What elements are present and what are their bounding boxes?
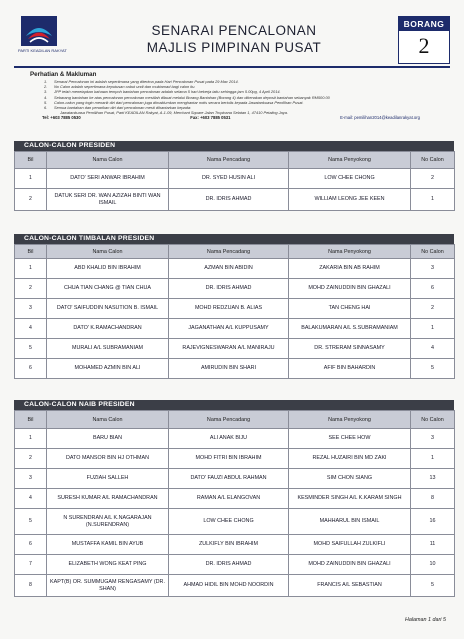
title-line-1: SENARAI PENCALONAN xyxy=(151,23,317,38)
cell-penyokong: KESMINDER SINGH A/L K.KARAM SINGH xyxy=(289,489,411,509)
cell-calon: DATO MANSOR BIN HJ OTHMAN xyxy=(47,449,169,469)
cell-bil: 6 xyxy=(15,535,47,555)
header-bil: Bil xyxy=(15,152,47,169)
document-title xyxy=(14,22,454,56)
cell-calon: CHUA TIAN CHANG @ TIAN CHUA xyxy=(47,279,169,299)
cell-bil: 3 xyxy=(15,469,47,489)
note-text: JPP telah menetapkan bahawa tempoh bantahan pencalonan adalah selama 5 hari bekerja iaitu sehingga jam 5.00pg, 4 April 2014. xyxy=(54,89,281,95)
cell-penyokong: WILLIAM LEONG JEE KEEN xyxy=(289,189,411,211)
table-row xyxy=(15,299,455,319)
table-row xyxy=(15,359,455,379)
cell-no-calon: 16 xyxy=(411,509,455,535)
cell-no-calon: 6 xyxy=(411,279,455,299)
cell-bil: 2 xyxy=(15,449,47,469)
cell-pencadang: RAJEVIGNESWARAN A/L MANIRAJU xyxy=(169,339,289,359)
cell-penyokong: DR. STRERAM SINNASAMY xyxy=(289,339,411,359)
cell-no-calon: 2 xyxy=(411,299,455,319)
borang-label: BORANG xyxy=(399,17,449,31)
cell-bil: 5 xyxy=(15,339,47,359)
table-header-row xyxy=(15,152,455,169)
note-text: Senarai Pencalonan ini adalah sepertimana yang diterima pada Hari Pencalonan Pusat pada 29 Mac 2014. xyxy=(54,79,239,84)
cell-bil: 8 xyxy=(15,575,47,597)
cell-pencadang: RAMAN A/L ELANGOVAN xyxy=(169,489,289,509)
cell-penyokong: SIM CHON SIANG xyxy=(289,469,411,489)
header-no-calon: No Calon xyxy=(411,152,455,169)
cell-pencadang: AHMAD HIDIL BIN MOHD NOORDIN xyxy=(169,575,289,597)
cell-pencadang: LOW CHEE CHONG xyxy=(169,509,289,535)
cell-bil: 1 xyxy=(15,169,47,189)
table-row xyxy=(15,535,455,555)
cell-pencadang: MOHD FITRI BIN IBRAHIM xyxy=(169,449,289,469)
cell-bil: 1 xyxy=(15,429,47,449)
cell-penyokong: MAHHARUL BIN ISMAIL xyxy=(289,509,411,535)
cell-calon: MUSTAFFA KAMIL BIN AYUB xyxy=(47,535,169,555)
cell-penyokong: TAN CHENG HAI xyxy=(289,299,411,319)
table-row xyxy=(15,429,455,449)
note-number: 1. xyxy=(44,79,48,84)
cell-penyokong: LOW CHEE CHONG xyxy=(289,169,411,189)
cell-penyokong: SEE CHEE HOW xyxy=(289,429,411,449)
header-no-calon: No Calon xyxy=(411,411,455,429)
header-bil: Bil xyxy=(15,411,47,429)
cell-pencadang: DR. SYED HUSIN ALI xyxy=(169,169,289,189)
cell-penyokong: MOHD ZAINUDDIN BIN GHAZALI xyxy=(289,555,411,575)
cell-pencadang: DATO' FAUZI ABDUL RAHMAN xyxy=(169,469,289,489)
section-title: CALON-CALON TIMBALAN PRESIDEN xyxy=(14,234,454,244)
cell-no-calon: 5 xyxy=(411,575,455,597)
header-calon: Nama Calon xyxy=(47,245,169,259)
note-text: No Calon adalah sepertimana keputusan cabut undi dan muktamad bagi calon itu. xyxy=(54,84,196,90)
header-no-calon: No Calon xyxy=(411,245,455,259)
borang-box xyxy=(398,16,450,64)
cell-no-calon: 13 xyxy=(411,469,455,489)
header-penyokong: Nama Penyokong xyxy=(289,152,411,169)
notes-list xyxy=(30,79,440,110)
table-row xyxy=(15,319,455,339)
table-row xyxy=(15,469,455,489)
cell-bil: 4 xyxy=(15,319,47,339)
table-row xyxy=(15,489,455,509)
cell-penyokong: BALAKUMARAN A/L S.SUBRAMANIAM xyxy=(289,319,411,339)
contact-details xyxy=(30,115,440,121)
cell-bil: 2 xyxy=(15,189,47,211)
document-header xyxy=(14,16,454,64)
cell-pencadang: MOHD REDZUAN B. ALIAS xyxy=(169,299,289,319)
borang-number: 2 xyxy=(418,33,430,58)
cell-penyokong: FRANCIS A/L SEBASTIAN xyxy=(289,575,411,597)
note-text: Sebarang bantahan ke atas pencalonan pencalonan mestilah dibuat melalui Borang Bantahan (Borang 4) dan dikenakan deposit bantahan sebanyak RM500.00 xyxy=(54,94,330,100)
cell-no-calon: 1 xyxy=(411,189,455,211)
cell-penyokong: ZAKARIA BIN AB RAHIM xyxy=(289,259,411,279)
table-row xyxy=(15,279,455,299)
cell-penyokong: MOHD ZAINUDDIN BIN GHAZALI xyxy=(289,279,411,299)
notes-block xyxy=(30,71,440,121)
cell-no-calon: 1 xyxy=(411,449,455,469)
header-calon: Nama Calon xyxy=(47,152,169,169)
notes-title: Perhatian & Makluman xyxy=(30,71,97,78)
contact-fax: Fax: +603 7885 0531 xyxy=(190,115,231,121)
note-text: Semua bantahan dan penarikan diri dari pencalonan mesti dihantarkan kepada: xyxy=(54,105,192,111)
candidates-table xyxy=(14,244,455,379)
note-text: Calon-calon yang ingin menarik diri dari pencalonan juga dimaklumkan menghantar notis secara bertulis kepada Jawatankuasa Pemilihan Pusat. xyxy=(54,99,304,105)
cell-bil: 6 xyxy=(15,359,47,379)
section-presiden xyxy=(14,141,454,211)
header-penyokong: Nama Penyokong xyxy=(289,245,411,259)
table-row xyxy=(15,509,455,535)
cell-no-calon: 3 xyxy=(411,259,455,279)
note-number: 3. xyxy=(44,89,48,95)
cell-pencadang: AMIRUDIN BIN SHARI xyxy=(169,359,289,379)
cell-penyokong: REZAL HUZAIRI BIN MD ZAKI xyxy=(289,449,411,469)
cell-bil: 5 xyxy=(15,509,47,535)
cell-pencadang: DR. IDRIS AHMAD xyxy=(169,189,289,211)
section-title: CALON-CALON PRESIDEN xyxy=(14,141,454,151)
logo-text: PARTI KEADILAN RAKYAT xyxy=(18,48,67,53)
cell-no-calon: 10 xyxy=(411,555,455,575)
note-number: 2. xyxy=(44,84,48,90)
header-pencadang: Nama Pencadang xyxy=(169,411,289,429)
cell-calon: ABD KHALID BIN IBRAHIM xyxy=(47,259,169,279)
cell-pencadang: ZULKIFLY BIN IBRAHIM xyxy=(169,535,289,555)
cell-calon: SURESH KUMAR A/L RAMACHANDRAN xyxy=(47,489,169,509)
cell-penyokong: MOHD SAIFULLAH ZULKIFLI xyxy=(289,535,411,555)
cell-bil: 2 xyxy=(15,279,47,299)
cell-bil: 4 xyxy=(15,489,47,509)
cell-bil: 3 xyxy=(15,299,47,319)
cell-no-calon: 2 xyxy=(411,169,455,189)
cell-pencadang: AZMAN BIN ABIDIN xyxy=(169,259,289,279)
cell-calon: FUZIAH SALLEH xyxy=(47,469,169,489)
table-row xyxy=(15,189,455,211)
contact-tel: Tel: +603 7885 0530 xyxy=(42,115,81,121)
cell-pencadang: ALI ANAK BIJU xyxy=(169,429,289,449)
table-row xyxy=(15,339,455,359)
section-timbalan-presiden xyxy=(14,234,454,379)
cell-calon: ELIZABETH WONG KEAT PING xyxy=(47,555,169,575)
cell-calon: MURALI A/L SUBRAMANIAM xyxy=(47,339,169,359)
table-row xyxy=(15,449,455,469)
cell-bil: 7 xyxy=(15,555,47,575)
contact-address: Jawatankuasa Pemilihan Pusat, Parti KEADILAN Rakyat, A-1-09, Merchant Square Jalan Tropicana Selatan 1, 47410 Petaling Jaya. xyxy=(60,110,288,116)
cell-calon: MOHAMED AZMIN BIN ALI xyxy=(47,359,169,379)
cell-calon: KAPT(B) OR. SUMMUGAM RENGASAMY (DR. SHAN) xyxy=(47,575,169,597)
note-number: 4. xyxy=(44,94,48,100)
table-row xyxy=(15,259,455,279)
note-number: 5. xyxy=(44,99,48,105)
cell-pencadang: JAGANATHAN A/L KUPPUSAMY xyxy=(169,319,289,339)
cell-bil: 1 xyxy=(15,259,47,279)
header-pencadang: Nama Pencadang xyxy=(169,245,289,259)
candidates-table xyxy=(14,151,455,211)
cell-calon: DATO' K.RAMACHANDRAN xyxy=(47,319,169,339)
cell-no-calon: 8 xyxy=(411,489,455,509)
cell-pencadang: DR. IDRIS AHMAD xyxy=(169,279,289,299)
title-line-2: MAJLIS PIMPINAN PUSAT xyxy=(146,40,322,55)
header-penyokong: Nama Penyokong xyxy=(289,411,411,429)
cell-penyokong: AFIF BIN BAHARDIN xyxy=(289,359,411,379)
cell-pencadang: DR. IDRIS AHMAD xyxy=(169,555,289,575)
cell-calon: BARU BIAN xyxy=(47,429,169,449)
cell-calon: N SURENDRAN A/L K.NAGARAJAN (N.SURENDRAN) xyxy=(47,509,169,535)
page-number: Halaman 1 dari 5 xyxy=(404,617,446,623)
table-row xyxy=(15,169,455,189)
cell-calon: DATUK SERI DR. WAN AZIZAH BINTI WAN ISMAIL xyxy=(47,189,169,211)
table-header-row xyxy=(15,411,455,429)
section-naib-presiden xyxy=(14,400,454,597)
table-header-row xyxy=(15,245,455,259)
header-bil: Bil xyxy=(15,245,47,259)
table-row xyxy=(15,575,455,597)
header-divider xyxy=(14,66,450,68)
cell-no-calon: 4 xyxy=(411,339,455,359)
candidates-table xyxy=(14,410,455,597)
cell-no-calon: 3 xyxy=(411,429,455,449)
note-number: 6. xyxy=(44,105,48,111)
header-calon: Nama Calon xyxy=(47,411,169,429)
cell-calon: DATO' SERI ANWAR IBRAHIM xyxy=(47,169,169,189)
contact-email-link[interactable]: E-mail: pemilihan2014@keadilanrakyat.org xyxy=(340,115,420,121)
cell-no-calon: 1 xyxy=(411,319,455,339)
cell-calon: DATO' SAIFUDDIN NASUTION B. ISMAIL xyxy=(47,299,169,319)
table-row xyxy=(15,555,455,575)
section-title: CALON-CALON NAIB PRESIDEN xyxy=(14,400,454,410)
cell-no-calon: 5 xyxy=(411,359,455,379)
cell-no-calon: 11 xyxy=(411,535,455,555)
header-pencadang: Nama Pencadang xyxy=(169,152,289,169)
